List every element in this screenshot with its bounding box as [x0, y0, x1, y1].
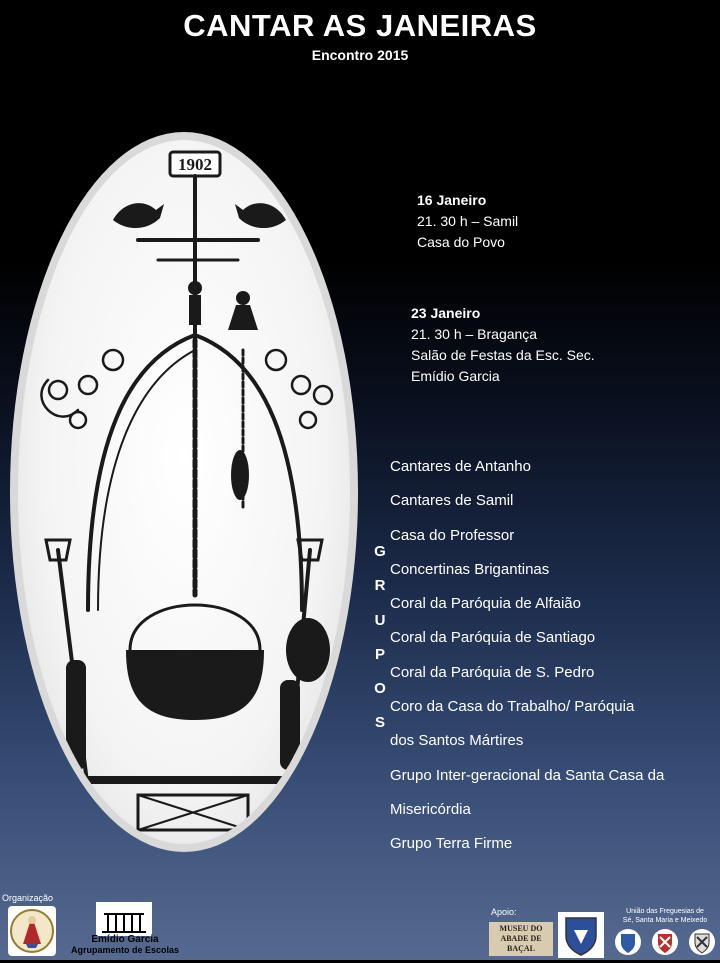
freguesias-line1: União das Freguesias de	[626, 908, 704, 915]
group-item: Coral da Paróquia de Alfaião	[390, 595, 581, 613]
freguesias-label	[612, 907, 718, 925]
freguesias-logos	[614, 928, 716, 956]
event-date: 16 Janeiro	[417, 192, 487, 208]
iron-well-illustration	[18, 140, 350, 844]
group-item: Grupo Terra Firme	[390, 835, 513, 853]
poster-subtitle: Encontro 2015	[311, 47, 409, 63]
group-item: dos Santos Mártires	[390, 732, 524, 750]
grupos-letter: S	[374, 714, 385, 732]
event-venue: Salão de Festas da Esc. Sec.	[411, 347, 595, 363]
event-time-place: 21. 30 h – Bragança	[411, 326, 538, 342]
braganca-coat-of-arms	[558, 912, 604, 958]
group-item: Coral da Paróquia de Santiago	[390, 629, 596, 647]
school-name	[70, 934, 180, 955]
event-2	[411, 303, 595, 387]
museu-logo-text: MUSEU DO ABADE DE BAÇAL	[499, 924, 543, 953]
shield-icon	[558, 912, 604, 958]
grupos-letter: G	[374, 543, 386, 560]
group-item: Casa do Professor	[390, 526, 515, 544]
school-logo	[96, 902, 152, 936]
school-name-line1: Emídio Garcia	[91, 934, 159, 945]
freguesia-shield-icon	[614, 928, 642, 956]
museu-logo	[489, 922, 553, 956]
grupos-letter: O	[374, 680, 386, 698]
group-item: Concertinas Brigantinas	[390, 560, 550, 578]
group-item: Coral da Paróquia de S. Pedro	[390, 663, 595, 681]
grupos-letter: R	[374, 577, 386, 595]
apoio-label: Apoio:	[491, 907, 517, 917]
organizacao-label: Organização	[2, 893, 54, 903]
freguesias-line2: Sé, Santa Maria e Meixedo	[622, 917, 708, 924]
grupos-letter: U	[374, 611, 386, 629]
year-plaque-text: 1902	[178, 155, 212, 174]
madonna-icon	[8, 906, 56, 956]
iron-well-photo	[10, 132, 358, 852]
event-1	[417, 190, 518, 253]
freguesia-shield-icon	[688, 928, 716, 956]
group-item: Cantares de Samil	[390, 492, 514, 510]
poster-title: CANTAR AS JANEIRAS	[183, 8, 537, 43]
grupos-vertical-label	[372, 543, 388, 749]
event-date: 23 Janeiro	[411, 305, 481, 321]
school-name-line2: Agrupamento de Escolas	[70, 945, 180, 955]
event-venue-line2: Emídio Garcia	[411, 368, 500, 384]
group-item: Grupo Inter-geracional da Santa Casa da	[390, 766, 665, 784]
school-building-icon	[96, 902, 152, 936]
group-item: Cantares de Antanho	[390, 458, 531, 475]
group-item: Misericórdia	[390, 800, 471, 818]
event-venue: Casa do Povo	[417, 234, 505, 250]
grupos-letter: P	[374, 645, 385, 663]
group-item: Coro da Casa do Trabalho/ Paróquia	[390, 698, 635, 716]
freguesia-shield-icon	[651, 928, 679, 956]
event-time-place: 21. 30 h – Samil	[417, 213, 519, 229]
parish-logo	[8, 906, 56, 956]
groups-list	[390, 454, 715, 866]
